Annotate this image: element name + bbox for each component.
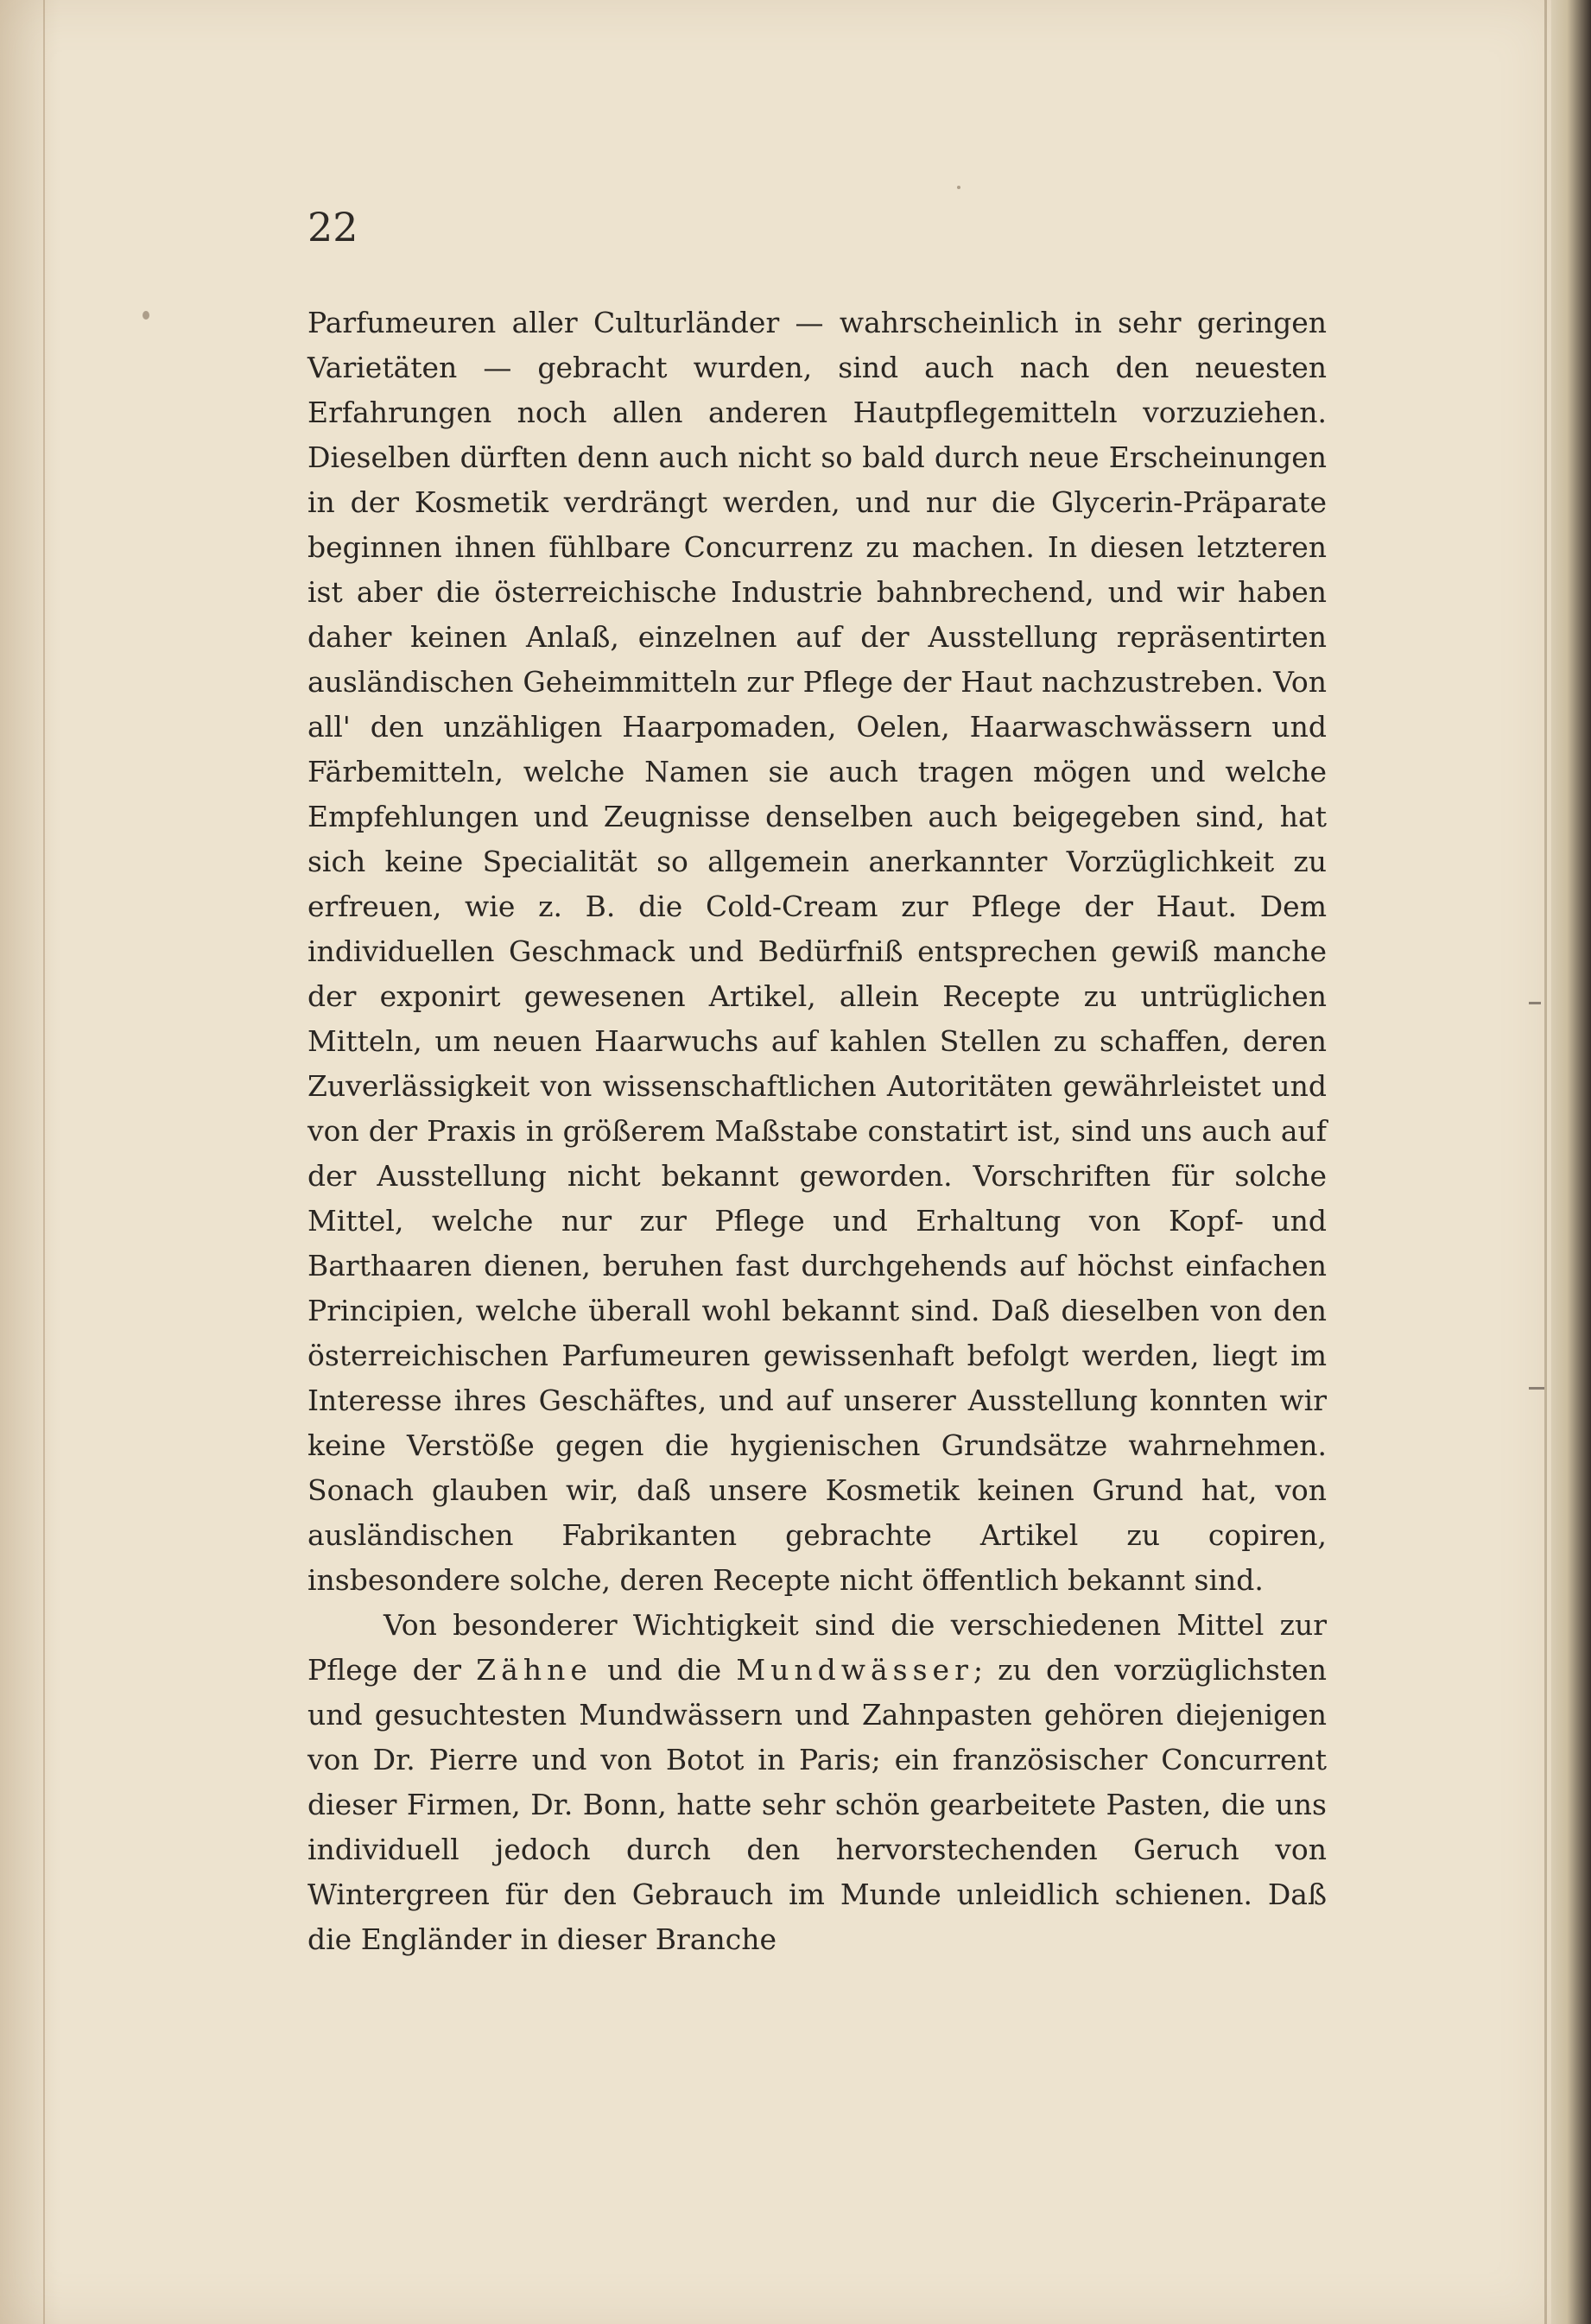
paper-speck xyxy=(143,311,149,320)
page-fold-line xyxy=(1544,0,1547,2324)
emphasis-mundwaesser: Mundwässer xyxy=(736,1653,973,1687)
binding-edge xyxy=(43,0,45,2324)
paragraph-2-text-before: Von besonderer Wichtigkeit sind die verschiedenen Mittel zur Pflege der xyxy=(307,1608,1327,1687)
body-text xyxy=(307,301,1327,1962)
paragraph-2 xyxy=(307,1603,1327,1962)
paragraph-2-text-after: ; zu den vorzüglichsten und gesuchtesten Mundwässern und Zahnpasten gehören diejenigen von Dr. Pierre und von Botot in Paris; ein französischer Concurrent dieser Firmen, Dr. Bonn, hatte sehr schön gearbeitete Pasten, die uns individuell jedoch durch den hervorstechenden Geruch von Wintergreen für den Gebrauch im Munde unleidlich schienen. Daß die Engländer in dieser Branche xyxy=(307,1653,1327,1956)
next-page-edge xyxy=(1551,0,1591,2324)
paragraph-2-text-mid: und die xyxy=(592,1653,737,1687)
margin-mark xyxy=(1529,1387,1544,1390)
paragraph-1: Parfumeuren aller Culturländer — wahrscheinlich in sehr geringen Varietäten — gebracht wurden, sind auch nach den neuesten Erfahrungen noch allen anderen Hautpflegemitteln vorzuziehen. Dieselben dürften denn auch nicht so bald durch neue Erscheinungen in der Kosmetik verdrängt werden, und nur die Glycerin-Präparate beginnen ihnen fühlbare Concurrenz zu machen. In diesen letzteren ist aber die österreichische Industrie bahnbrechend, und wir haben daher keinen Anlaß, einzelnen auf der Ausstellung repräsentirten ausländischen Geheimmitteln zur Pflege der Haut nachzustreben. Von all' den unzähligen Haarpomaden, Oelen, Haarwaschwässern und Färbemitteln, welche Namen sie auch tragen mögen und welche Empfehlungen und Zeugnisse denselben auch beigegeben sind, hat sich keine Specialität so allgemein anerkannter Vorzüglichkeit zu erfreuen, wie z. B. die Cold-Cream zur Pflege der Haut. Dem individuellen Geschmack und Bedürfniß entsprechen gewiß manche der exponirt gewesenen Artikel, allein Recepte zu untrüglichen Mitteln, um neuen Haarwuchs auf kahlen Stellen zu schaffen, deren Zuverlässigkeit von wissenschaftlichen Autoritäten gewährleistet und von der Praxis in größerem Maßstabe constatirt ist, sind uns auch auf der Ausstellung nicht bekannt geworden. Vorschriften für solche Mittel, welche nur zur Pflege und Erhaltung von Kopf- und Barthaaren dienen, beruhen fast durchgehends auf höchst einfachen Principien, welche überall wohl bekannt sind. Daß dieselben von den österreichischen Parfumeuren gewissenhaft befolgt werden, liegt im Interesse ihres Geschäftes, und auf unserer Ausstellung konnten wir keine Verstöße gegen die hygienischen Grundsätze wahrnehmen. Sonach glauben wir, daß unsere Kosmetik keinen Grund hat, von ausländischen Fabrikanten gebrachte Artikel zu copiren, insbesondere solche, deren Recepte nicht öffentlich bekannt sind. xyxy=(307,306,1327,1597)
margin-mark xyxy=(1529,1002,1541,1004)
binding-shadow xyxy=(0,0,60,2324)
page-number: 22 xyxy=(307,204,358,250)
emphasis-zaehne: Zähne xyxy=(476,1653,593,1687)
paper-speck xyxy=(957,186,960,189)
